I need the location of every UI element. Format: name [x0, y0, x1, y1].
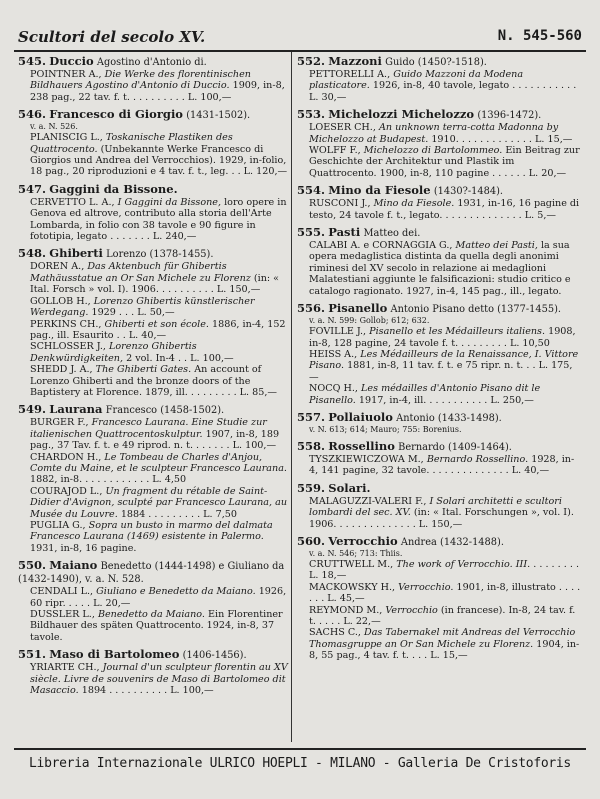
bib-title: Mino da Fiesole. — [373, 198, 455, 210]
artist-life: Antonio Pisano detto (1377-1455). — [390, 304, 562, 316]
bib-details: 1929 . . . L. 50,— — [91, 307, 175, 319]
bibliography-item — [297, 145, 581, 179]
bib-details: 1926, 60 ripr. . . . . L. 20,— — [30, 586, 287, 609]
artist-life: (1431-1502). — [186, 110, 251, 122]
entry-heading — [297, 411, 581, 425]
artist-life: Guido (1450?-1518). — [385, 57, 487, 68]
bib-author: FOVILLE J., — [309, 326, 367, 338]
entry-heading — [297, 440, 581, 454]
catalog-entry — [297, 482, 581, 530]
bib-author: DOREN A., — [30, 261, 85, 273]
bib-details: 1904, in-8, 55 pag., 4 tav. f. t. . . . L. 15,— — [309, 638, 580, 662]
catalog-entry — [297, 184, 581, 221]
artist-name: Pisanello — [328, 301, 388, 316]
bibliography-item — [18, 132, 290, 178]
artist-name: Maiano — [49, 558, 98, 573]
bibliography-item — [18, 69, 290, 103]
bib-details: 1931, in-16, 16 pagine di testo, 24 tavole f. t., legato. . . . . . . . . . . . . . L. 5,— — [309, 198, 580, 221]
bib-title: Benedetto da Maiano. — [97, 609, 205, 621]
entry-heading — [18, 648, 290, 662]
catalog-entry — [297, 411, 581, 435]
entry-number: 545. — [18, 55, 47, 68]
entry-number: 548. — [18, 246, 47, 261]
catalog-entry — [18, 183, 290, 243]
header-rule — [14, 50, 586, 52]
entry-range: N. 545-560 — [497, 28, 582, 44]
bib-details: (Unbekannte Werke Francesco di Giorgios und Andrea del Verrocchios). 1929, in-folio, 18 pag., 20 riproduzioni e 4 tav. f. t., leg. . . L. 120,— — [30, 143, 288, 178]
cross-reference: v. a. N. 599: Gollob; 612; 632. — [309, 316, 430, 326]
entry-number: 552. — [297, 55, 326, 68]
bibliography-item — [297, 454, 581, 477]
artist-name: Maso di Bartolomeo — [49, 647, 180, 662]
artist-life: Bernardo (1409-1464). — [398, 441, 512, 453]
bib-title: Un fragment du rétable de Saint-Didier d'Avignon, sculpté par Francesco Laurana, au Musée du Louvre. — [30, 485, 288, 520]
bibliography-item — [18, 197, 290, 243]
bib-author: CALABI A. e CORNAGGIA G., — [309, 240, 453, 252]
bibliography-item — [297, 383, 581, 406]
bibliography-item — [18, 296, 290, 319]
bib-title: An unknown terra-cotta Madonna by Michelozzo at Budapest. — [309, 122, 559, 145]
bib-author: HEISS A., — [309, 348, 358, 360]
bib-details: . . . . . . . . L. 18,— — [309, 558, 579, 582]
bibliography-item — [18, 452, 290, 486]
bibliography-item — [18, 364, 290, 398]
bibliography-item — [18, 609, 290, 643]
bib-author: CERVETTO L. A., — [30, 196, 115, 208]
artist-name: Pollaiuolo — [328, 409, 393, 424]
entry-number: 560. — [297, 533, 326, 548]
bib-details: 2 vol. In-4 . . L. 100,— — [126, 352, 234, 364]
artist-name: Ghiberti — [49, 246, 103, 261]
bib-title: Francesco Laurana. Eine Studie zur italienischen Quattrocentoskulptur. — [30, 417, 267, 440]
cross-reference: v. a. N. 526. — [30, 122, 78, 132]
bib-title: Guido Mazzoni da Modena plasticatore. — [309, 69, 524, 92]
entry-number: 551. — [18, 647, 47, 662]
bibliography-item — [18, 417, 290, 451]
bib-title: Les médailles d'Antonio Pisano dit le Pisanello. — [309, 383, 541, 406]
entry-heading — [18, 183, 290, 197]
bibliography-item — [297, 496, 581, 530]
bibliography-item — [18, 261, 290, 295]
artist-life: Agostino d'Antonio di. — [96, 57, 207, 68]
bib-title: Sopra un busto in marmo del dalmata Francesco Laurana (1469) esistente in Palermo. — [30, 520, 273, 543]
artist-life: (1396-1472). — [477, 110, 542, 122]
catalog-entry — [297, 108, 581, 179]
bib-author: PUGLIA G., — [30, 520, 86, 531]
bib-title: Matteo dei Pasti, — [455, 240, 538, 252]
entry-number: 549. — [18, 402, 47, 417]
bib-title: Das Tabernakel mit Andreas del Verrocchio Thomasgruppe an Or San Michele zu Florenz. — [309, 627, 576, 650]
bib-author: RUSCONI J., — [309, 198, 371, 210]
bib-author: WOLFF F., — [309, 145, 361, 157]
publisher-footer: Libreria Internazionale ULRICO HOEPLI - MILANO - Galleria De Cristoforis — [29, 756, 571, 771]
entry-number: 546. — [18, 107, 47, 122]
bib-details: 1926, in-8, 40 tavole, legato . . . . . . . . . . . L. 30,— — [309, 80, 577, 103]
bib-title: Giuliano e Benedetto da Maiano. — [96, 586, 256, 598]
entry-number: 559. — [297, 480, 326, 495]
catalog-entry — [18, 247, 290, 398]
bibliography-item — [297, 240, 581, 297]
bib-title: Michelozzo di Bartolommeo. — [363, 145, 503, 157]
artist-name: Duccio — [49, 55, 94, 68]
bib-details: (in: « Ital. Forsch » vol. I). 1906. . . . . . . . . . L. 150,— — [30, 272, 280, 296]
artist-name: Gaggini da Bissone. — [49, 181, 178, 196]
entry-heading — [297, 108, 581, 122]
catalog-entry — [297, 535, 581, 662]
bib-author: CHARDON H., — [30, 451, 102, 463]
catalog-entry — [297, 226, 581, 297]
bib-author: PLANISCIG L., — [30, 132, 103, 144]
artist-life: Lorenzo (1378-1455). — [106, 249, 214, 261]
bib-details: 1882, in-8. . . . . . . . . . . . L. 4,50 — [30, 474, 187, 486]
footer-rule — [14, 748, 586, 750]
artist-life: Benedetto (1444-1498) e Giuliano da (1432-1490), v. a. N. 528. — [18, 561, 285, 586]
catalog-entry — [18, 403, 290, 554]
artist-name: Mazzoni — [328, 55, 382, 68]
bib-author: LOESER CH., — [309, 122, 376, 134]
bib-author: PETTORELLI A., — [309, 69, 391, 80]
bib-title: The work of Verrocchio. III. — [396, 558, 531, 570]
artist-life: Andrea (1432-1488). — [400, 536, 504, 548]
entry-heading — [297, 55, 581, 69]
bibliography-item — [18, 586, 290, 609]
bib-title: Bernardo Rossellino. — [426, 453, 529, 465]
entry-number: 550. — [18, 558, 47, 573]
bib-details: loro opere in Genova ed altrove, contributo alla storia dell'Arte Lombarda, in folio con 38 tavole e 90 figure in fototipia, legato . . . . . . . L. 240,— — [30, 196, 287, 243]
bibliography-item — [297, 605, 581, 628]
bib-title: Le Tombeau de Charles d'Anjou, Comte du Maine, et le sculpteur Francesco Laurana. — [30, 451, 287, 474]
entry-heading — [297, 535, 581, 549]
entry-heading — [18, 108, 290, 122]
bib-author: YRIARTE CH., — [30, 662, 100, 674]
entry-number: 558. — [297, 438, 326, 453]
bib-details: 1886, in-4, 152 pag., ill. Esaurito . . L. 40,— — [30, 318, 286, 341]
entry-number: 554. — [297, 183, 326, 198]
bib-author: PERKINS CH., — [30, 318, 102, 330]
catalog-entry — [18, 55, 290, 103]
bibliography-item — [297, 627, 581, 661]
bib-details: An account of Lorenzo Ghiberti and the bronze doors of the Baptistery at Florence. 1879, ill. . . . . . . . . L. 85,— — [30, 364, 277, 398]
bib-details: 1910. . . . . . . . . . . . . L. 15,— — [431, 133, 573, 145]
bib-details: 1908, in-8, 128 pagine, 24 tavole f. t. . . . . . . . . L. 10,50 — [309, 326, 576, 349]
column-divider — [291, 52, 292, 742]
artist-name: Laurana — [49, 402, 103, 417]
bibliography-item — [297, 122, 581, 145]
entry-number: 557. — [297, 409, 326, 424]
bib-details: Ein Beitrag zur Geschichte der Architektur und Plastik im Quattrocento. 1900, in-8, 110 pagine . . . . . . L. 20,— — [309, 145, 580, 179]
bib-author: TYSZKIEWICZOWA M., — [309, 453, 424, 465]
bib-title: I Solari architetti e scultori lombardi del sec. XV. — [309, 495, 562, 519]
bib-title: I Gaggini da Bissone, — [117, 196, 222, 208]
artist-life: Matteo dei. — [363, 228, 421, 240]
bib-title: Journal d'un sculpteur florentin au XV siècle. Livre de souvenirs de Maso di Bartolomeo dit Masaccio. — [30, 662, 288, 697]
bib-details: 1901, in-8, illustrato . . . . . . . L. 45,— — [309, 581, 581, 605]
entry-heading — [297, 184, 581, 198]
artist-name: Francesco di Giorgio — [49, 107, 183, 122]
section-title: Scultori del secolo XV. — [18, 28, 206, 46]
artist-name: Mino da Fiesole — [328, 183, 431, 198]
bib-title: Verrocchio. — [398, 581, 454, 593]
bib-details: 1907, in-8, 189 pag., 37 Tav. f. t. e 49 riprod. n. t. . . . . . . L. 100,— — [30, 428, 280, 452]
entry-number: 553. — [297, 107, 326, 122]
catalog-entry — [297, 440, 581, 477]
bib-title: Das Aktenbuch für Ghibertis Mathäusstatue an Or San Michele zu Florenz — [30, 261, 251, 284]
bib-title: Pisanello et les Médailleurs italiens. — [369, 326, 546, 338]
bib-details: 1894 . . . . . . . . . . L. 100,— — [81, 685, 214, 697]
catalog-entry — [18, 559, 290, 643]
entry-heading — [18, 247, 290, 261]
entry-heading — [18, 559, 290, 586]
page-header — [18, 28, 582, 48]
bib-title: Les Médailleurs de la Renaissance, I. Vittore Pisano. — [309, 348, 579, 372]
entry-heading — [297, 226, 581, 240]
entry-heading — [297, 482, 581, 496]
bib-author: REYMOND M., — [309, 604, 383, 616]
bib-author: SCHLOSSER J., — [30, 341, 106, 353]
bib-details: (in francese). In-8, 24 tav. f. t. . . . . L. 22,— — [309, 604, 576, 627]
bib-author: DUSSLER L., — [30, 609, 95, 621]
bib-author: MACKOWSKY H., — [309, 581, 396, 593]
bib-details: 1917, in-4, ill. . . . . . . . . . . L. 250,— — [358, 394, 534, 406]
artist-life: Antonio (1433-1498). — [396, 412, 502, 424]
bib-author: SACHS C., — [309, 627, 361, 639]
bib-author: GOLLOB H., — [30, 295, 91, 307]
catalog-entry — [297, 302, 581, 406]
bib-details: 1881, in-8, 11 tav. f. t. e 75 ripr. n. t. . . L. 175,— — [309, 360, 573, 383]
bib-author: CRUTTWELL M., — [309, 558, 394, 570]
bib-details: 1931, in-8, 16 pagine. — [30, 542, 137, 554]
bib-author: COURAJOD L., — [30, 485, 103, 497]
cross-reference: v. N. 613; 614; Mauro; 755: Borenius. — [309, 424, 462, 434]
bibliography-item — [297, 582, 581, 605]
entry-heading — [18, 55, 290, 69]
catalog-entry — [18, 108, 290, 178]
artist-name: Rossellino — [328, 438, 395, 453]
bib-details: Ein Florentiner Bildhauer des späten Quattrocento. 1924, in-8, 37 tavole. — [30, 609, 283, 643]
bib-title: Lorenzo Ghibertis Denkwürdigkeiten, — [30, 341, 197, 364]
entry-number: 547. — [18, 181, 47, 196]
bib-title: Toskanische Plastiken des Quattrocento. — [30, 132, 233, 155]
bib-author: CENDALI L., — [30, 586, 94, 598]
bib-title: Verrocchio — [385, 604, 438, 616]
bib-title: The Ghiberti Gates. — [95, 364, 192, 376]
bib-title: Die Werke des florentinischen Bildhauers Agostino d'Antonio di Duccio. — [30, 69, 251, 92]
entry-number: 555. — [297, 225, 326, 240]
artist-name: Michelozzi Michelozzo — [328, 107, 475, 122]
bib-author: POINTNER A., — [30, 69, 102, 80]
bibliography-item — [18, 341, 290, 364]
bib-title: Lorenzo Ghibertis künstlerischer Werdegang. — [30, 295, 255, 319]
bib-author: NOCQ H., — [309, 383, 358, 395]
bib-details: 1884 . . . . . . . . . L. 7,50 — [120, 508, 238, 520]
artist-name: Pasti — [328, 225, 361, 240]
cross-reference: v. a. N. 546; 713: Thiis. — [309, 548, 403, 558]
bibliography-item — [18, 319, 290, 342]
entry-heading — [297, 302, 581, 316]
bibliography-item — [18, 520, 290, 554]
catalog-entry — [18, 648, 290, 696]
artist-life: (1430?-1484). — [433, 186, 504, 198]
bib-details: 1909, in-8, 238 pag., 22 tav. f. t. . . . . . . . . . L. 100,— — [30, 80, 285, 103]
bib-title: Ghiberti et son école. — [104, 318, 209, 330]
bibliography-item — [297, 349, 581, 383]
left-column — [18, 55, 290, 745]
bib-author: SHEDD J. A., — [30, 364, 93, 376]
artist-name: Solari. — [328, 480, 371, 495]
bib-details: (in: « Ital. Forschungen », vol. I). 1906. . . . . . . . . . . . . . L. 150,— — [309, 507, 574, 530]
catalog-entry — [297, 55, 581, 103]
artist-life: (1406-1456). — [182, 650, 247, 662]
bibliography-item — [297, 69, 581, 103]
artist-name: Verrocchio — [328, 533, 398, 548]
bibliography-item — [297, 559, 581, 582]
entry-number: 556. — [297, 301, 326, 316]
bibliography-item — [18, 662, 290, 696]
bib-details: 1928, in-4, 141 pagine, 32 tavole. . . . . . . . . . . . . . L. 40,— — [309, 453, 575, 477]
bibliography-item — [18, 486, 290, 520]
entry-heading — [18, 403, 290, 417]
bib-details: la sua opera medaglistica distinta da quella degli anonimi riminesi del XV secolo in relazione ai medaglioni Malatestiani aggiunte le falsificazioni: studio critico e catalogo ragionato. 1927, in-4, 145 pag., ill., legato. — [309, 240, 571, 297]
bib-author: MALAGUZZI-VALERI F., — [309, 495, 427, 507]
artist-life: Francesco (1458-1502). — [105, 405, 225, 417]
bibliography-item — [297, 326, 581, 349]
bibliography-item — [297, 198, 581, 221]
right-column — [297, 55, 581, 745]
bib-author: BURGER F., — [30, 417, 89, 429]
